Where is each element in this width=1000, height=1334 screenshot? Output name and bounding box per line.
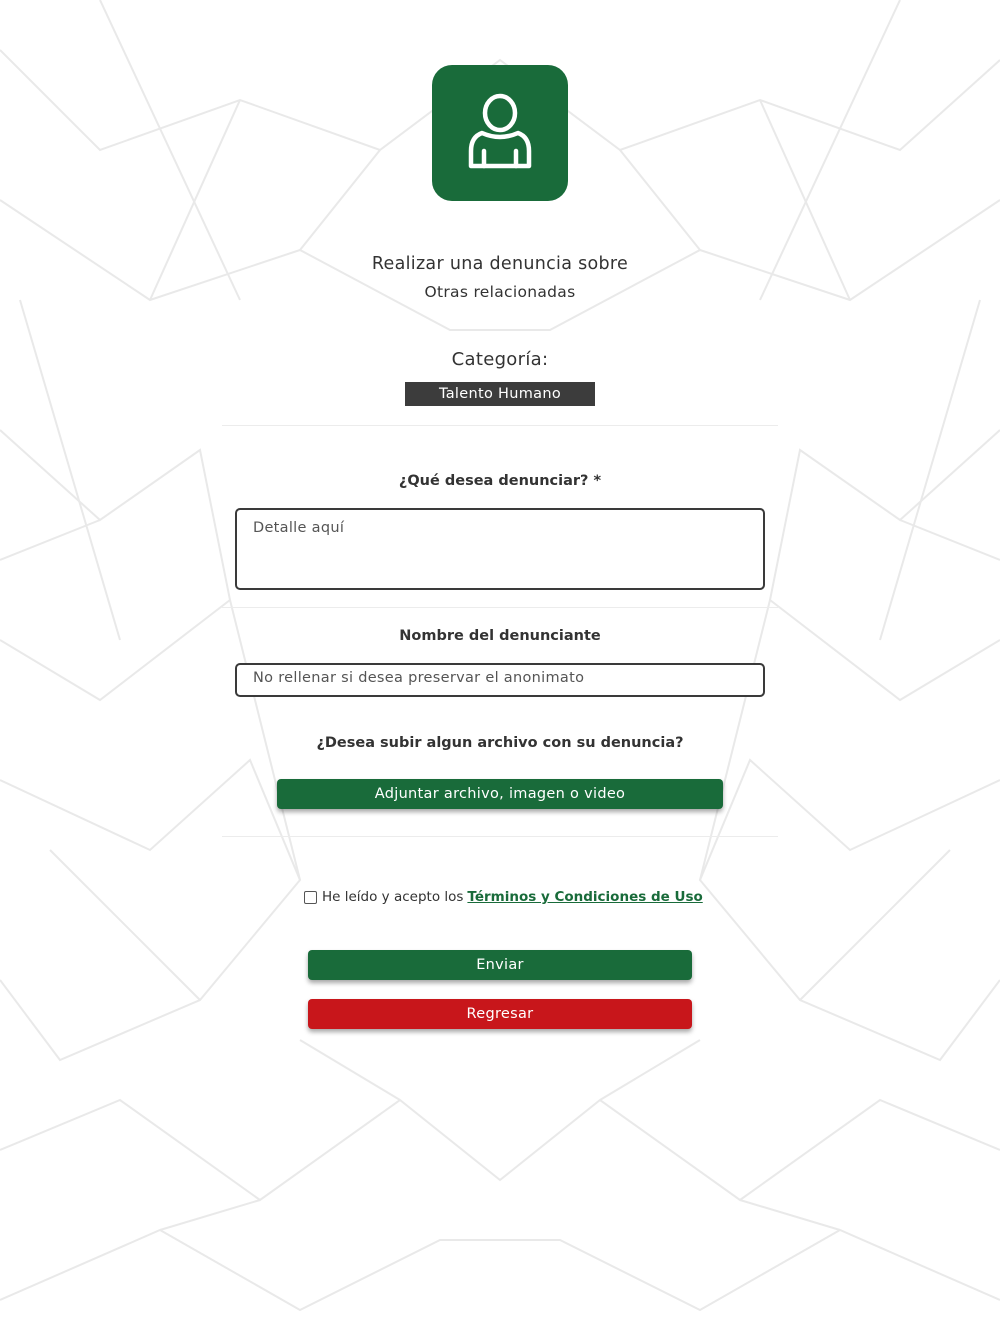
- back-button[interactable]: Regresar: [308, 999, 692, 1029]
- section-divider: [222, 425, 778, 426]
- user-icon: [468, 93, 532, 173]
- terms-link[interactable]: Términos y Condiciones de Uso: [467, 889, 703, 905]
- send-button[interactable]: Enviar: [308, 950, 692, 980]
- complainant-label: Nombre del denunciante: [399, 628, 601, 644]
- avatar: [432, 65, 568, 201]
- section-divider: [222, 607, 778, 608]
- complaint-textarea[interactable]: [235, 508, 765, 590]
- category-badge: Talento Humano: [405, 382, 595, 406]
- attachment-question: ¿Desea subir algun archivo con su denuncia?: [316, 735, 684, 751]
- complainant-name-input[interactable]: [235, 663, 765, 697]
- complainant-placeholder: No rellenar si desea preservar el anonimato: [253, 670, 585, 686]
- terms-text: He leído y acepto los: [322, 889, 464, 905]
- attach-file-button[interactable]: Adjuntar archivo, imagen o video: [277, 779, 723, 809]
- terms-checkbox[interactable]: [304, 891, 317, 904]
- page-subtitle: Otras relacionadas: [424, 283, 576, 301]
- page-title: Realizar una denuncia sobre: [371, 254, 629, 274]
- category-label: Categoría:: [451, 349, 549, 370]
- complaint-placeholder: Detalle aquí: [253, 520, 345, 536]
- section-divider: [222, 836, 778, 837]
- complaint-label: ¿Qué desea denunciar? *: [398, 473, 602, 489]
- terms-row: [304, 887, 703, 907]
